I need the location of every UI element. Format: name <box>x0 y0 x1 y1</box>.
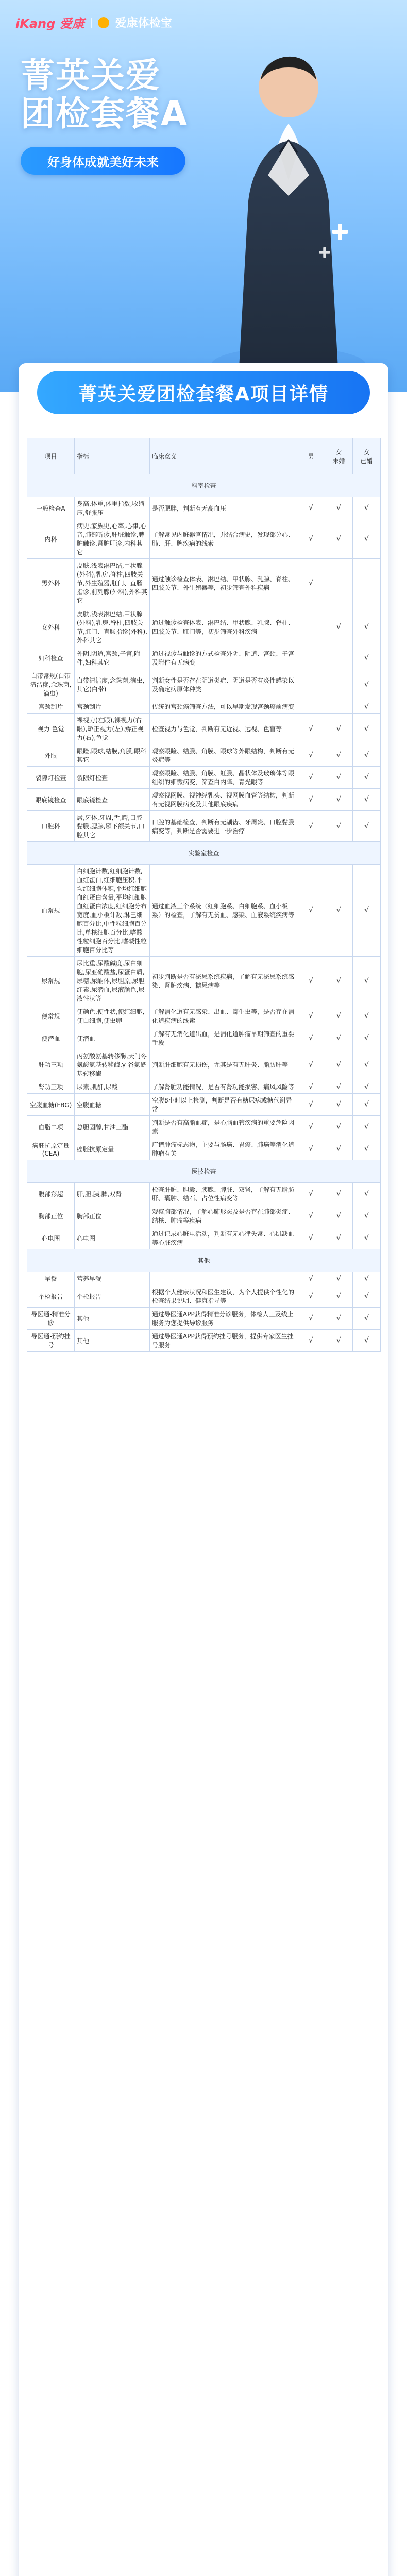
item-meaning: 了解常见内脏器官情况，并结合病史，发现部分心、肺、肝、脾疾病的线索 <box>150 519 297 559</box>
table-row <box>27 767 381 789</box>
applicability-mark <box>353 559 381 607</box>
item-name: 空腹血糖(FBG) <box>27 1094 75 1116</box>
item-name: 早餐 <box>27 1272 75 1285</box>
applicability-mark: √ <box>297 1116 325 1138</box>
item-name: 胸部正位 <box>27 1205 75 1227</box>
applicability-mark: √ <box>297 957 325 1005</box>
item-name: 尿常规 <box>27 957 75 1005</box>
col-clinical-meaning: 临床意义 <box>150 438 297 474</box>
table-row <box>27 789 381 811</box>
applicability-mark: √ <box>297 497 325 519</box>
applicability-mark: √ <box>297 1227 325 1249</box>
item-name: 白带常规(白带清洁度,念珠菌,滴虫) <box>27 669 75 700</box>
table-row <box>27 1080 381 1094</box>
applicability-mark: √ <box>353 1308 381 1330</box>
applicability-mark <box>325 647 353 669</box>
applicability-mark: √ <box>353 865 381 957</box>
tijianbao-logo: 爱康体检宝 <box>115 17 172 30</box>
section-title: 其他 <box>27 1249 381 1272</box>
applicability-mark: √ <box>353 607 381 647</box>
applicability-mark: √ <box>353 1005 381 1027</box>
applicability-mark: √ <box>297 1049 325 1080</box>
applicability-mark: √ <box>353 1183 381 1205</box>
applicability-mark: √ <box>325 1205 353 1227</box>
table-row <box>27 519 381 559</box>
applicability-mark: √ <box>325 1272 353 1285</box>
item-indicators: 病史,家族史,心率,心律,心音,肺部听诊,肝脏触诊,脾脏触诊,肾脏叩诊,内科其它 <box>75 519 150 559</box>
item-indicators: 尿素,肌酐,尿酸 <box>75 1080 150 1094</box>
hero-title: 菁英关爱 团检套餐A <box>21 56 189 133</box>
section-title: 医技检查 <box>27 1160 381 1183</box>
item-meaning: 了解有无消化道出血，是消化道肿瘤早期筛查的重要手段 <box>150 1027 297 1049</box>
item-name: 肝功三项 <box>27 1049 75 1080</box>
item-name: 一般检查A <box>27 497 75 519</box>
item-meaning: 初步判断是否有泌尿系统疾病，了解有无泌尿系统感染、肾脏疾病、糖尿病等 <box>150 957 297 1005</box>
item-meaning <box>150 1272 297 1285</box>
item-meaning: 观察眼睑、结膜、角膜、虹膜、晶状体及玻璃体等眼组织的细微病变，筛查白内障、青光眼等 <box>150 767 297 789</box>
table-row <box>27 1116 381 1138</box>
item-name: 肾功三项 <box>27 1080 75 1094</box>
applicability-mark: √ <box>297 519 325 559</box>
applicability-mark: √ <box>353 1027 381 1049</box>
applicability-mark: √ <box>297 1330 325 1352</box>
item-name: 个检报告 <box>27 1285 75 1308</box>
item-meaning: 判断是否有高脂血症，是心脑血管疾病的重要危险因素 <box>150 1116 297 1138</box>
item-name: 裂隙灯检查 <box>27 767 75 789</box>
item-meaning: 通过导医通APP获得预约挂号服务，提供专家医生挂号服务 <box>150 1330 297 1352</box>
applicability-mark: √ <box>297 865 325 957</box>
applicability-mark: √ <box>297 1205 325 1227</box>
item-indicators: 裸视力(左眼),裸视力(右眼),矫正视力(左),矫正视力(右),色觉 <box>75 714 150 744</box>
applicability-mark: √ <box>353 669 381 700</box>
item-meaning: 了解消化道有无感染、出血、寄生虫等，是否存在消化道疾病的线索 <box>150 1005 297 1027</box>
applicability-mark: √ <box>297 1308 325 1330</box>
applicability-mark: √ <box>297 1027 325 1049</box>
item-indicators: 眼底镜检查 <box>75 789 150 811</box>
col-indicator: 指标 <box>75 438 150 474</box>
table-row <box>27 1094 381 1116</box>
item-meaning: 检查肝脏、胆囊、胰腺、脾脏、双肾，了解有无脂肪肝、囊肿、结石、占位性病变等 <box>150 1183 297 1205</box>
applicability-mark: √ <box>325 1049 353 1080</box>
item-name: 妇科检查 <box>27 647 75 669</box>
table-row <box>27 647 381 669</box>
applicability-mark <box>297 669 325 700</box>
item-indicators: 空腹血糖 <box>75 1094 150 1116</box>
section-row <box>27 842 381 865</box>
applicability-mark: √ <box>325 1285 353 1308</box>
applicability-mark: √ <box>353 744 381 767</box>
applicability-mark: √ <box>325 1308 353 1330</box>
item-indicators: 便颜色,便性状,便红细胞,便白细胞,便虫卵 <box>75 1005 150 1027</box>
item-indicators: 尿比重,尿酸碱度,尿白细胞,尿亚硝酸盐,尿蛋白质,尿糖,尿酮体,尿胆原,尿胆红素,尿潜血,尿液颜色,尿液性状等 <box>75 957 150 1005</box>
item-name: 内科 <box>27 519 75 559</box>
table-row <box>27 1308 381 1330</box>
item-name: 血脂二项 <box>27 1116 75 1138</box>
item-meaning: 通过记录心脏电活动，判断有无心律失常、心肌缺血等心脏疾病 <box>150 1227 297 1249</box>
item-name: 便常规 <box>27 1005 75 1027</box>
item-meaning: 传统的宫颈癌筛查方法，可以早期发现宫颈癌前病变 <box>150 700 297 714</box>
item-meaning: 检查视力与色觉，判断有无近视、远视、色盲等 <box>150 714 297 744</box>
applicability-mark: √ <box>297 1272 325 1285</box>
section-row <box>27 474 381 497</box>
item-meaning: 通过视诊与触诊的方式检查外阴、阴道、宫颈、子宫及附件有无病变 <box>150 647 297 669</box>
applicability-mark: √ <box>353 497 381 519</box>
col-project: 项目 <box>27 438 75 474</box>
item-name: 导医通-精准分诊 <box>27 1308 75 1330</box>
applicability-mark <box>297 647 325 669</box>
hero-slogan: 好身体成就美好未来 <box>21 147 185 175</box>
medical-cross-icon <box>319 247 330 258</box>
applicability-mark: √ <box>297 1138 325 1160</box>
item-name: 外眼 <box>27 744 75 767</box>
col-female-married: 女 已婚 <box>353 438 381 474</box>
applicability-mark: √ <box>325 811 353 842</box>
applicability-mark: √ <box>325 1227 353 1249</box>
item-indicators: 胸部正位 <box>75 1205 150 1227</box>
item-name: 视力 色觉 <box>27 714 75 744</box>
item-indicators: 白带清洁度,念珠菌,滴虫,其它(白带) <box>75 669 150 700</box>
table-row <box>27 559 381 607</box>
item-name: 癌胚抗原定量(CEA) <box>27 1138 75 1160</box>
section-title: 科室检查 <box>27 474 381 497</box>
table-row <box>27 1027 381 1049</box>
applicability-mark: √ <box>353 1094 381 1116</box>
applicability-mark: √ <box>325 1138 353 1160</box>
applicability-mark: √ <box>325 1183 353 1205</box>
item-indicators: 个检报告 <box>75 1285 150 1308</box>
item-name: 腹部彩超 <box>27 1183 75 1205</box>
item-name: 宫颈刮片 <box>27 700 75 714</box>
item-indicators: 唇,牙体,牙周,舌,腭,口腔黏膜,腮腺,颞下颌关节,口腔其它 <box>75 811 150 842</box>
item-indicators: 其他 <box>75 1330 150 1352</box>
applicability-mark: √ <box>353 1138 381 1160</box>
table-row <box>27 1183 381 1205</box>
item-indicators: 肝,胆,胰,脾,双肾 <box>75 1183 150 1205</box>
item-indicators: 丙氨酸氨基转移酶,天门冬氨酸氨基转移酶,γ-谷氨酰基转移酶 <box>75 1049 150 1080</box>
table-row <box>27 1330 381 1352</box>
applicability-mark: √ <box>297 1183 325 1205</box>
applicability-mark: √ <box>325 1080 353 1094</box>
package-items-table <box>27 438 381 1352</box>
item-meaning: 广谱肿瘤标志物，主要与肠癌、胃癌、肺癌等消化道肿瘤有关 <box>150 1138 297 1160</box>
item-name: 导医通-预约挂号 <box>27 1330 75 1352</box>
applicability-mark: √ <box>325 607 353 647</box>
applicability-mark: √ <box>325 789 353 811</box>
item-meaning: 了解肾脏功能情况，是否有肾功能损害、痛风风险等 <box>150 1080 297 1094</box>
applicability-mark: √ <box>325 865 353 957</box>
ikang-logo: iKang 爱康 <box>15 16 84 31</box>
item-indicators: 癌胚抗原定量 <box>75 1138 150 1160</box>
item-meaning: 通过触诊检查体表、淋巴结、甲状腺、乳腺、脊柱、四肢关节、外生殖器等，初步筛查外科疾病 <box>150 559 297 607</box>
applicability-mark: √ <box>297 1094 325 1116</box>
applicability-mark: √ <box>297 811 325 842</box>
item-indicators: 其他 <box>75 1308 150 1330</box>
item-name: 男外科 <box>27 559 75 607</box>
item-name: 眼底镜检查 <box>27 789 75 811</box>
table-row <box>27 607 381 647</box>
item-indicators: 宫颈刮片 <box>75 700 150 714</box>
item-indicators: 眼睑,眼球,结膜,角膜,眼科其它 <box>75 744 150 767</box>
applicability-mark: √ <box>297 767 325 789</box>
detail-title: 菁英关爱团检套餐A项目详情 <box>78 383 329 405</box>
applicability-mark: √ <box>297 714 325 744</box>
applicability-mark: √ <box>325 714 353 744</box>
table-row <box>27 714 381 744</box>
applicability-mark: √ <box>353 714 381 744</box>
table-row <box>27 744 381 767</box>
applicability-mark: √ <box>325 1005 353 1027</box>
item-name: 女外科 <box>27 607 75 647</box>
item-meaning: 是否肥胖，判断有无高血压 <box>150 497 297 519</box>
applicability-mark: √ <box>353 789 381 811</box>
medical-cross-icon <box>332 224 348 240</box>
applicability-mark: √ <box>297 1285 325 1308</box>
item-meaning: 空腹8小时以上检测，判断是否有糖尿病或糖代谢异常 <box>150 1094 297 1116</box>
applicability-mark: √ <box>325 519 353 559</box>
applicability-mark: √ <box>353 1285 381 1308</box>
item-indicators: 皮肤,浅表淋巴结,甲状腺(外科),乳房,脊柱,四肢关节,外生殖器,肛门、直肠指诊,前列腺(外科),外科其它 <box>75 559 150 607</box>
applicability-mark: √ <box>325 767 353 789</box>
item-meaning: 根据个人健康状况和医生建议，为个人提供个性化的检查结果说明、健康指导等 <box>150 1285 297 1308</box>
applicability-mark: √ <box>325 497 353 519</box>
section-row <box>27 1249 381 1272</box>
table-row <box>27 1205 381 1227</box>
table-row <box>27 1049 381 1080</box>
applicability-mark: √ <box>325 1330 353 1352</box>
applicability-mark: √ <box>297 1080 325 1094</box>
table-row <box>27 865 381 957</box>
applicability-mark: √ <box>353 1272 381 1285</box>
brand-separator <box>91 18 92 28</box>
applicability-mark <box>297 607 325 647</box>
table-row <box>27 700 381 714</box>
item-indicators: 心电图 <box>75 1227 150 1249</box>
applicability-mark: √ <box>353 767 381 789</box>
item-meaning: 通过导医通APP获得精准分诊服务，体检人工及线上服务为您提供导诊服务 <box>150 1308 297 1330</box>
applicability-mark: √ <box>353 700 381 714</box>
applicability-mark <box>325 669 353 700</box>
brand <box>15 13 172 31</box>
item-meaning: 观察胸部情况，了解心肺形态及是否存在肺部炎症、结核、肿瘤等疾病 <box>150 1205 297 1227</box>
applicability-mark: √ <box>353 647 381 669</box>
item-indicators: 身高,体重,体重指数,收缩压,舒张压 <box>75 497 150 519</box>
applicability-mark: √ <box>353 1205 381 1227</box>
applicability-mark: √ <box>297 789 325 811</box>
applicability-mark: √ <box>353 1116 381 1138</box>
applicability-mark: √ <box>297 744 325 767</box>
section-row <box>27 1160 381 1183</box>
item-meaning: 观察视网膜、视神经乳头、视网膜血管等结构，判断有无视网膜病变及其他眼底疾病 <box>150 789 297 811</box>
item-meaning: 通过血液三个系统（红细胞系、白细胞系、血小板系）的检查，了解有无贫血、感染、血液系统疾病等 <box>150 865 297 957</box>
item-meaning: 判断肝细胞有无损伤，尤其是有无肝炎、脂肪肝等 <box>150 1049 297 1080</box>
col-female-unmarried: 女 未婚 <box>325 438 353 474</box>
applicability-mark: √ <box>353 1330 381 1352</box>
applicability-mark: √ <box>297 559 325 607</box>
applicability-mark: √ <box>325 1027 353 1049</box>
applicability-mark: √ <box>325 957 353 1005</box>
item-name: 口腔科 <box>27 811 75 842</box>
table-row <box>27 1227 381 1249</box>
item-indicators: 裂隙灯检查 <box>75 767 150 789</box>
applicability-mark: √ <box>353 1080 381 1094</box>
item-indicators: 外阴,阴道,宫颈,子宫,附件,妇科其它 <box>75 647 150 669</box>
applicability-mark <box>297 700 325 714</box>
item-name: 心电图 <box>27 1227 75 1249</box>
section-title: 实验室检查 <box>27 842 381 865</box>
table-row <box>27 1005 381 1027</box>
detail-title-banner <box>37 371 370 414</box>
table-row <box>27 497 381 519</box>
applicability-mark: √ <box>353 811 381 842</box>
table-row <box>27 957 381 1005</box>
table-row <box>27 669 381 700</box>
item-indicators: 便潜血 <box>75 1027 150 1049</box>
table-row <box>27 1138 381 1160</box>
item-meaning: 通过触诊检查体表、淋巴结、甲状腺、乳腺、脊柱、四肢关节、肛门等，初步筛查外科疾病 <box>150 607 297 647</box>
item-indicators: 白细胞计数,红细胞计数,血红蛋白,红细胞压积,平均红细胞体积,平均红细胞血红蛋白含量,平均红细胞血红蛋白浓度,红细胞分布宽度,血小板计数,淋巴细胞百分比,中性粒细胞百分比,单核细胞百分比,嗜酸性粒细胞百分比,嗜碱性粒细胞百分比等 <box>75 865 150 957</box>
hero-person <box>206 31 371 392</box>
applicability-mark: √ <box>353 1049 381 1080</box>
item-meaning: 观察眼睑、结膜、角膜、眼球等外眼结构，判断有无炎症等 <box>150 744 297 767</box>
applicability-mark <box>325 700 353 714</box>
item-meaning: 判断女性是否存在阴道炎症、阴道是否有炎性感染以及确定病原体种类 <box>150 669 297 700</box>
table-body <box>27 474 381 1352</box>
item-indicators: 皮肤,浅表淋巴结,甲状腺(外科),乳房,脊柱,四肢关节,肛门、直肠指诊(外科),外科其它 <box>75 607 150 647</box>
applicability-mark: √ <box>353 957 381 1005</box>
col-male: 男 <box>297 438 325 474</box>
item-meaning: 口腔的基础检查，判断有无龋齿、牙周炎、口腔黏膜病变等，判断是否需要进一步治疗 <box>150 811 297 842</box>
applicability-mark: √ <box>353 1227 381 1249</box>
applicability-mark: √ <box>325 1094 353 1116</box>
applicability-mark: √ <box>297 1005 325 1027</box>
hero-banner <box>0 0 407 392</box>
table-row <box>27 811 381 842</box>
applicability-mark: √ <box>325 744 353 767</box>
item-indicators: 总胆固醇,甘油三酯 <box>75 1116 150 1138</box>
item-name: 血常规 <box>27 865 75 957</box>
applicability-mark: √ <box>325 1116 353 1138</box>
item-indicators: 营养早餐 <box>75 1272 150 1285</box>
table-row <box>27 1285 381 1308</box>
tijianbao-icon <box>98 17 109 28</box>
applicability-mark <box>325 559 353 607</box>
item-name: 便潜血 <box>27 1027 75 1049</box>
table-row <box>27 1272 381 1285</box>
applicability-mark: √ <box>353 519 381 559</box>
package-table <box>27 438 380 1352</box>
